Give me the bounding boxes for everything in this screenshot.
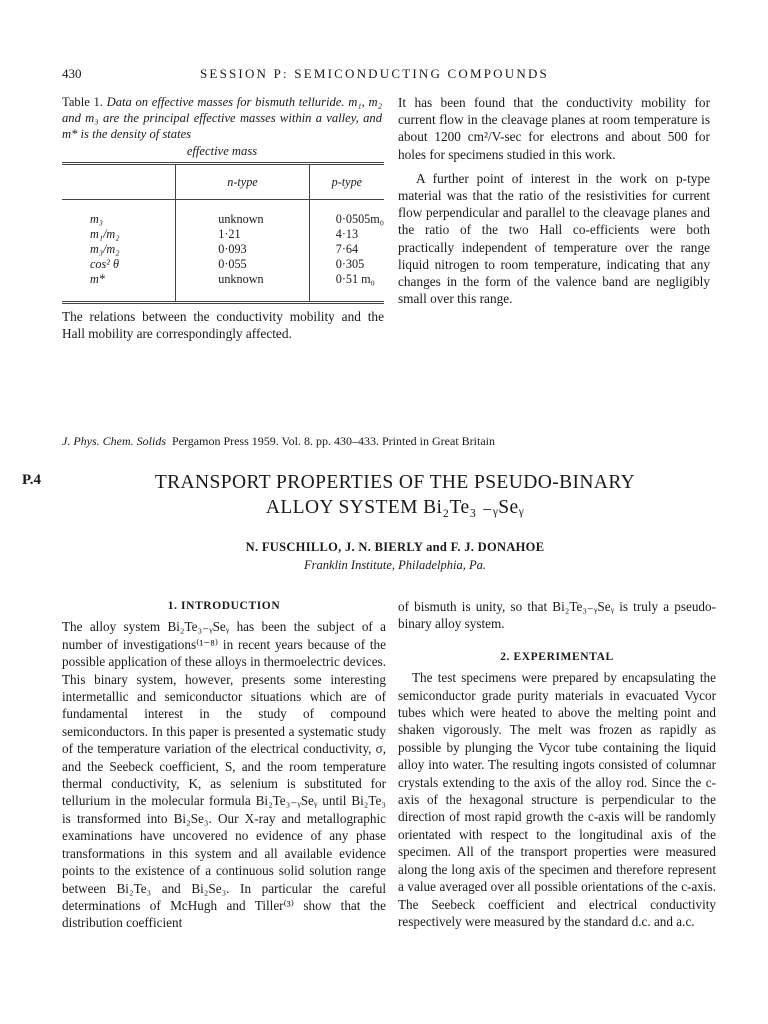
article-label: P.4 — [22, 472, 42, 488]
running-title: SESSION P: SEMICONDUCTING COMPOUNDS — [200, 66, 549, 81]
journal-name: J. Phys. Chem. Solids — [62, 434, 166, 448]
table-row — [62, 200, 384, 228]
section-heading-experimental: 2. EXPERIMENTAL — [500, 650, 614, 663]
table-cell: cos² θ — [90, 257, 119, 271]
left-column — [62, 598, 386, 932]
table-cell: m₃ — [90, 212, 104, 226]
table-cell: unknown — [176, 272, 310, 303]
table-header-p-type: p-type — [309, 164, 384, 200]
table-cell: 0·055 — [176, 257, 310, 272]
table-row — [62, 242, 384, 257]
table-cell: 7·64 — [309, 242, 384, 257]
article-title-line: TRANSPORT PROPERTIES OF THE PSEUDO-BINARY — [154, 472, 636, 493]
right-column — [398, 598, 716, 930]
table-cell: m₃/m₂ — [90, 242, 120, 256]
section-heading-introduction: 1. INTRODUCTION — [167, 600, 281, 612]
table-footer-rule — [62, 303, 384, 305]
table-row — [62, 227, 384, 242]
effective-mass-table — [62, 162, 384, 305]
table-row — [62, 272, 384, 303]
table-cell: unknown — [176, 200, 310, 228]
page-number: 430 — [62, 66, 82, 81]
article-title — [100, 470, 690, 520]
table-caption-lead: Table 1. — [62, 95, 103, 109]
table-cell: m₁/m₂ — [90, 227, 120, 241]
table-header-n-type: n-type — [176, 164, 310, 200]
table-header-blank — [62, 164, 176, 200]
introduction-continuation: of bismuth is unity, so that Bi₂Te₃₋ᵧSeᵧ is truly a pseudo-binary alloy system. — [398, 599, 716, 632]
table-cell: 1·21 — [176, 227, 310, 242]
article-title-line: ALLOY SYSTEM Bi₂Te₃ ₋ᵧSeᵧ — [265, 497, 525, 518]
introduction-text: The alloy system Bi₂Te₃₋ᵧSeᵧ has been the subject of a number of investigations⁽¹⁻⁸⁾ in recent years because of the possible application of these alloys in thermoelectric devices. This binary system, however, presents some interesting intermetallic and semiconductor situations which are of fundamental interest in the study of compound semiconductors. In this paper is presented a systematic study of the temperature variation of the electrical conductivity, σ, and the Seebeck coefficient, S, and the room temperature thermal conductivity, K, as selenium is substituted for tellurium in the molecular formula Bi₂Te₃₋ᵧSeᵧ until Bi₂Te₃ is transformed into Bi₂Se₃. Our X-ray and metallographic examinations have uncovered no evidence of any phase transformations in this system and all available evidence points to the existence of a continuous solid solution range between Bi₂Te₃ and Bi₂Se₃. In particular the careful determinations of McHugh and Tiller⁽³⁾ show that the distribution coefficient — [62, 619, 386, 931]
table-cell: 0·0505m₀ — [309, 200, 384, 228]
prev-article-left-tail: The relations between the conductivity mobility and the Hall mobility are correspondingly affected. — [62, 309, 384, 341]
article-affiliation: Franklin Institute, Philadelphia, Pa. — [304, 558, 486, 572]
prev-article-paragraph: A further point of interest in the work on p-type material was that the ratio of the resistivities for current flow perpendicular and parallel to the cleavage planes and the ratio of the two Hall co-efficients were both practically independent of temperature over the range liquid nitrogen to room temperature, indicating that any changes in the form of the valence band are negligibly small over this range. — [398, 170, 710, 307]
table-cell: 0·305 — [309, 257, 384, 272]
table-cell: 0·51 m₀ — [309, 272, 384, 303]
prev-article-right-column — [398, 94, 710, 314]
table-row — [62, 257, 384, 272]
table-cell: 0·093 — [176, 242, 310, 257]
prev-article-paragraph: It has been found that the conductivity mobility for current flow in the cleavage planes at room temperature is about 1200 cm²/V-sec for electrons and about 500 for holes for specimens studied in this work. — [398, 95, 710, 162]
table-cell: m* — [90, 272, 105, 286]
experimental-text: The test specimens were prepared by encapsulating the semiconductor grade purity materials in evacuated Vycor tubes which were heated to above the melting point and shaken vigorously. The melt was frozen as rapidly as possible by plunging the Vycor tube containing the liquid alloy into water. The resulting ingots consisted of columnar crystals extending to the axis of the alloy rod. Since the c-axis of the hexagonal structure is perpendicular to the direction of most rapid growth the c-axis will be randomly orientated with respect to the longitudinal axis of the specimen. All of the transport properties were measured along the long axis of the specimen and therefore represent a value averaged over all possible orientations of the c-axis. The Seebeck coefficient and electrical conductivity respectively were measured by the standard d.c. and a.c. — [398, 670, 716, 929]
table-caption-tail: effective mass — [186, 143, 258, 158]
journal-details: Pergamon Press 1959. Vol. 8. pp. 430–433. Printed in Great Britain — [172, 434, 495, 448]
article-authors: N. FUSCHILLO, J. N. BIERLY and F. J. DONAHOE — [245, 540, 545, 554]
table-cell: 4·13 — [309, 227, 384, 242]
journal-citation — [62, 434, 495, 449]
table-header-row — [62, 164, 384, 200]
table-caption-text: Data on effective masses for bismuth telluride. m₁, m₂ and m₃ are the principal effective masses within a valley, and m* is the density of states — [62, 95, 382, 142]
table-caption — [62, 94, 382, 159]
